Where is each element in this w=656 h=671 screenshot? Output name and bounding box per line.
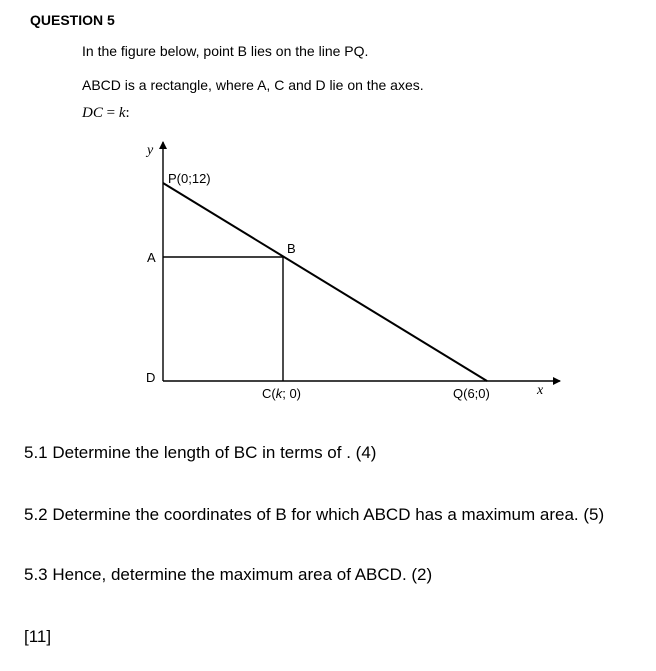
label-point-b: B (287, 241, 296, 256)
question-heading: QUESTION 5 (30, 12, 115, 28)
label-c-k: k (275, 386, 283, 401)
intro-line-1: In the figure below, point B lies on the line PQ. (82, 43, 369, 59)
label-point-a: A (147, 250, 156, 265)
label-c-post: ; 0) (282, 386, 302, 401)
label-point-q: Q(6;0) (453, 386, 490, 401)
x-axis-label: x (537, 383, 544, 398)
math-k: k (118, 105, 126, 121)
math-dc: DC (82, 105, 103, 121)
question-5-1: 5.1 Determine the length of BC in terms of . (4) (24, 443, 377, 462)
total-marks: [11] (24, 627, 52, 646)
math-equals: = (102, 105, 119, 121)
math-colon: : (125, 105, 130, 121)
question-5-3: 5.3 Hence, determine the maximum area of ABCD. (2) (24, 565, 433, 584)
label-point-c (262, 386, 301, 401)
label-point-p: P(0;12) (168, 171, 211, 186)
intro-line-2: ABCD is a rectangle, where A, C and D lie on the axes. (82, 77, 424, 93)
line-pq (163, 183, 487, 381)
y-axis-label: y (147, 143, 154, 158)
label-point-d: D (146, 370, 156, 385)
label-c-pre: C( (262, 386, 276, 401)
question-5-2: 5.2 Determine the coordinates of B for which ABCD has a maximum area. (5) (24, 505, 605, 524)
